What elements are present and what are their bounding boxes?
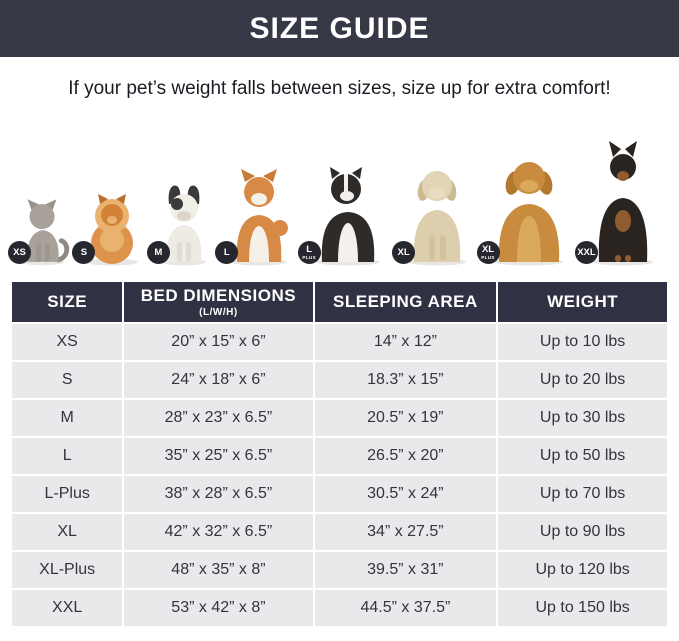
- cell-weight: Up to 10 lbs: [498, 324, 667, 360]
- cell-size: L: [12, 438, 122, 474]
- size-badge-xxl: [575, 241, 598, 264]
- cell-size: XS: [12, 324, 122, 360]
- table-row: [12, 476, 667, 512]
- page-title: SIZE GUIDE: [249, 11, 430, 45]
- cell-weight: Up to 30 lbs: [498, 400, 667, 436]
- table-row: [12, 514, 667, 550]
- animal-shiba-inu-l: [223, 168, 295, 266]
- cell-weight: Up to 70 lbs: [498, 476, 667, 512]
- size-badge-xs: [8, 241, 31, 264]
- badge-label: XXL: [577, 246, 596, 258]
- animal-size-row: [0, 106, 679, 266]
- cell-size: XL-Plus: [12, 552, 122, 588]
- cell-size: S: [12, 362, 122, 398]
- cell-weight: Up to 150 lbs: [498, 590, 667, 626]
- size-badge-l-plus: [298, 241, 321, 264]
- cell-weight: Up to 20 lbs: [498, 362, 667, 398]
- cell-sleeping-area: 20.5” x 19”: [315, 400, 497, 436]
- table-row: [12, 590, 667, 626]
- cell-sleeping-area: 30.5” x 24”: [315, 476, 497, 512]
- table-header-row: [12, 282, 667, 322]
- cell-bed-dimensions: 38” x 28” x 6.5”: [124, 476, 312, 512]
- cell-sleeping-area: 26.5” x 20”: [315, 438, 497, 474]
- size-guide-table: [10, 280, 669, 628]
- column-header-sublabel: (L/W/H): [199, 307, 238, 318]
- size-badge-xl-plus: [477, 241, 500, 264]
- cell-weight: Up to 50 lbs: [498, 438, 667, 474]
- animal-golden-retriever-xl-plus: [481, 152, 573, 266]
- badge-label: XL: [397, 246, 410, 258]
- cell-bed-dimensions: 42” x 32” x 6.5”: [124, 514, 312, 550]
- badge-sublabel: PLUS: [302, 254, 316, 260]
- badge-label: M: [154, 246, 163, 258]
- cell-sleeping-area: 14” x 12”: [315, 324, 497, 360]
- animal-doberman-xxl: [577, 141, 663, 266]
- badge-label: L: [306, 244, 313, 255]
- cell-sleeping-area: 39.5” x 31”: [315, 552, 497, 588]
- size-badge-m: [147, 241, 170, 264]
- badge-label: S: [80, 246, 88, 258]
- size-badge-xl: [392, 241, 415, 264]
- cell-size: L-Plus: [12, 476, 122, 512]
- animal-border-collie-l-plus: [302, 163, 390, 266]
- cell-bed-dimensions: 35” x 25” x 6.5”: [124, 438, 312, 474]
- column-header-size: [12, 282, 122, 322]
- table-row: [12, 362, 667, 398]
- cell-sleeping-area: 34” x 27.5”: [315, 514, 497, 550]
- animal-pomeranian-s: [80, 192, 144, 266]
- animal-french-bulldog-m: [155, 184, 213, 266]
- column-header-label: BED DIMENSIONS: [140, 286, 297, 305]
- cell-bed-dimensions: 48” x 35” x 8”: [124, 552, 312, 588]
- size-table-body: [12, 324, 667, 626]
- badge-label: L: [223, 246, 230, 258]
- column-header-sleeping-area: [315, 282, 497, 322]
- subtitle-text: If your pet’s weight falls between sizes, size up for extra comfort!: [68, 78, 611, 99]
- cell-bed-dimensions: 20” x 15” x 6”: [124, 324, 312, 360]
- cell-size: XXL: [12, 590, 122, 626]
- column-header-label: SIZE: [47, 292, 88, 311]
- cell-size: M: [12, 400, 122, 436]
- cell-sleeping-area: 44.5” x 37.5”: [315, 590, 497, 626]
- table-row: [12, 438, 667, 474]
- table-row: [12, 324, 667, 360]
- animal-cat-xs: [13, 198, 70, 266]
- animal-labrador-xl: [397, 161, 474, 266]
- cell-bed-dimensions: 28” x 23” x 6.5”: [124, 400, 312, 436]
- cell-weight: Up to 120 lbs: [498, 552, 667, 588]
- cell-bed-dimensions: 24” x 18” x 6”: [124, 362, 312, 398]
- banner: [0, 0, 679, 57]
- column-header-label: WEIGHT: [547, 292, 619, 311]
- badge-label: XS: [13, 246, 26, 258]
- cell-sleeping-area: 18.3” x 15”: [315, 362, 497, 398]
- cell-bed-dimensions: 53” x 42” x 8”: [124, 590, 312, 626]
- badge-sublabel: PLUS: [481, 254, 495, 260]
- column-header-label: SLEEPING AREA: [333, 292, 478, 311]
- column-header-bed-dimensions: [124, 282, 312, 322]
- badge-label: XL: [481, 244, 495, 255]
- column-header-weight: [498, 282, 667, 322]
- table-row: [12, 552, 667, 588]
- cell-size: XL: [12, 514, 122, 550]
- cell-weight: Up to 90 lbs: [498, 514, 667, 550]
- table-row: [12, 400, 667, 436]
